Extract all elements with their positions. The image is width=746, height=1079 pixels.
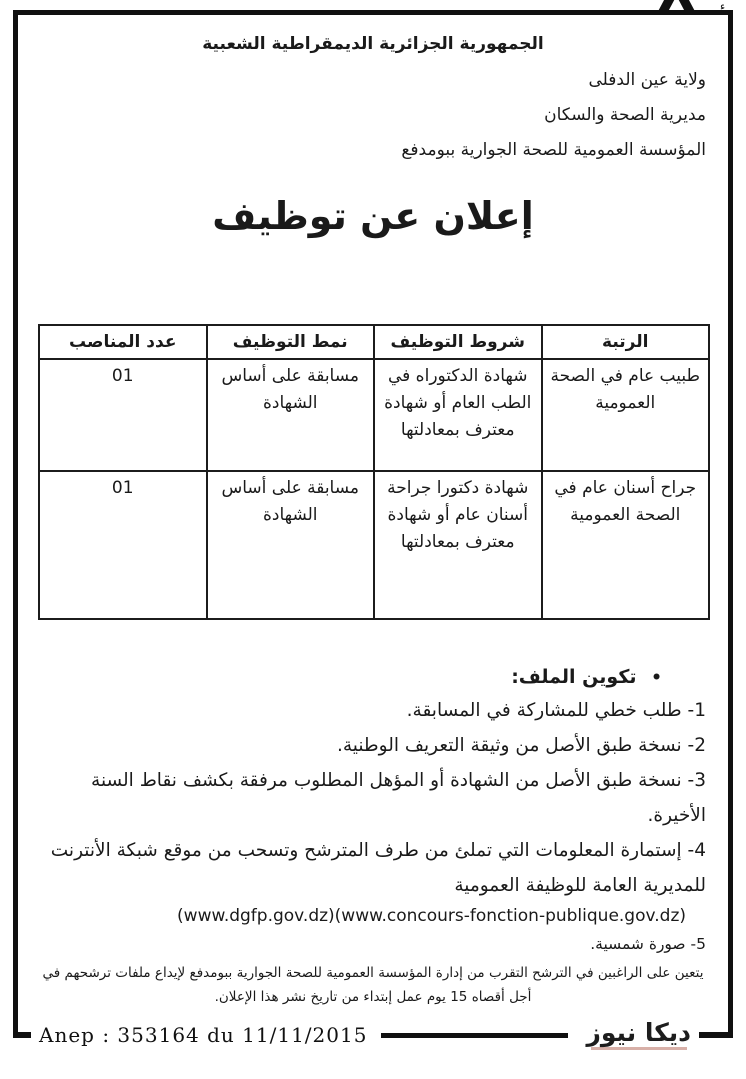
announcement-frame <box>13 10 733 1032</box>
page-title: إعلان عن توظيف <box>212 194 534 238</box>
hamza-mark-icon: ء <box>720 0 726 13</box>
dossier-heading-label: تكوين الملف: <box>511 666 637 688</box>
footer-divider <box>381 1033 568 1038</box>
newspaper-logo <box>586 1020 691 1050</box>
table-row <box>39 471 709 619</box>
announcement-content <box>18 31 728 1009</box>
establishment-line: المؤسسة العمومية للصحة الجوارية ببومدفع <box>401 140 706 160</box>
republic-header: الجمهورية الجزائرية الديمقراطية الشعبية <box>202 34 544 54</box>
col-header-conditions: شروط التوظيف <box>374 325 542 359</box>
positions-table <box>38 324 710 620</box>
cell-conditions: شهادة دكتورا جراحة أسنان عام أو شهادة معترف بمعادلتها <box>374 471 542 619</box>
directorate-line: مديرية الصحة والسكان <box>544 105 706 125</box>
list-item: 3- نسخة طبق الأصل من الشهادة أو المؤهل المطلوب مرفقة بكشف نقاط السنة الأخيرة. <box>91 770 706 826</box>
list-item: 1- طلب خطي للمشاركة في المسابقة. <box>406 700 706 721</box>
cell-positions: 01 <box>39 359 207 471</box>
table-header-row <box>39 325 709 359</box>
official-websites: (www.dgfp.gov.dz)(www.concours-fonction-publique.gov.dz) <box>177 906 686 926</box>
col-header-rank: الرتبة <box>542 325 710 359</box>
cell-mode: مسابقة على أساس الشهادة <box>207 359 375 471</box>
cell-mode: مسابقة على أساس الشهادة <box>207 471 375 619</box>
dossier-section-heading <box>26 662 720 693</box>
cell-rank: طبيب عام في الصحة العمومية <box>542 359 710 471</box>
newspaper-logo-text: ديكا نيوز <box>586 1018 691 1047</box>
cell-positions: 01 <box>39 471 207 619</box>
submission-note: يتعين على الراغبين في الترشح التقرب من إدارة المؤسسة العمومية للصحة الجوارية ببومدفع لإيداع ملفات ترشحهم في أجل أقصاه 15 يوم عمل إبتداء من تاريخ نشر هذا الإعلان. <box>42 965 704 1005</box>
list-item: 4- إستمارة المعلومات التي تملئ من طرف المترشح وتسحب من موقع شبكة الأنترنت للمديرية العامة للوظيفة العمومية <box>50 840 706 896</box>
bullet-icon: • <box>651 668 662 688</box>
wilaya-line: ولاية عين الدفلى <box>588 70 706 90</box>
list-item: 2- نسخة طبق الأصل من وثيقة التعريف الوطنية. <box>336 735 706 756</box>
border-corner-stub <box>699 1032 733 1038</box>
logo-underline <box>591 1047 687 1050</box>
dossier-items-list <box>26 693 720 903</box>
col-header-positions: عدد المناصب <box>39 325 207 359</box>
cell-rank: جراح أسنان عام في الصحة العمومية <box>542 471 710 619</box>
col-header-mode: نمط التوظيف <box>207 325 375 359</box>
border-corner-stub <box>13 1032 31 1038</box>
issuer-header-block <box>26 63 720 168</box>
table-row <box>39 359 709 471</box>
cell-conditions: شهادة الدكتوراه في الطب العام أو شهادة معترف بمعادلتها <box>374 359 542 471</box>
list-item: 5- صورة شمسية. <box>590 935 706 953</box>
anep-reference: Anep : 353164 du 11/11/2015 <box>39 1023 368 1047</box>
footer-strip <box>13 1018 733 1052</box>
